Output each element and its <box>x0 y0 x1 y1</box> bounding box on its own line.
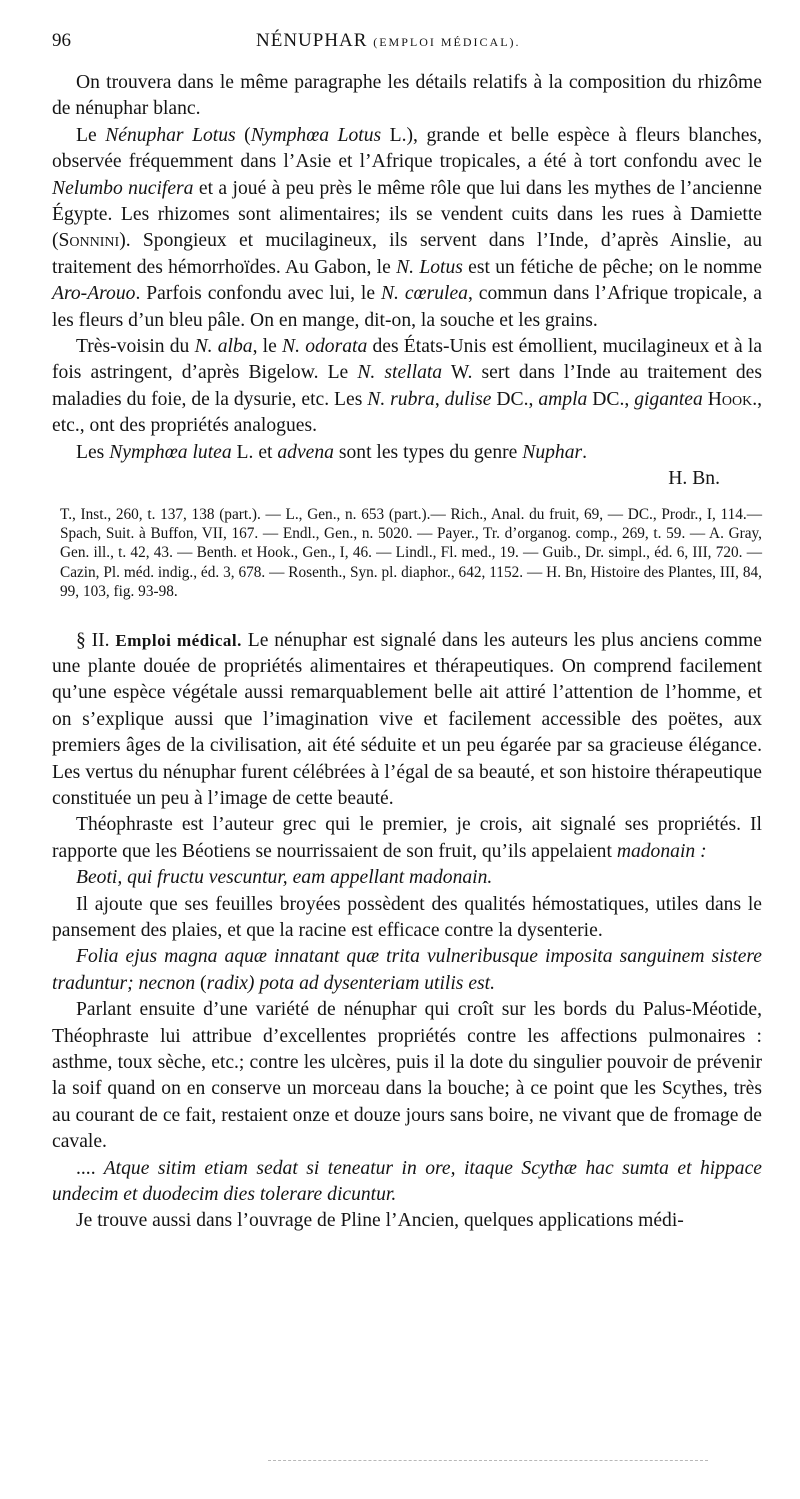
references-text: T., Inst., 260, t. 137, 138 (part.). — L., Gen., n. 653 (part.).— Rich., Anal. du fruit, 69, — DC., Prodr., I, 114.— Spach, Suit. à Buffon, VII, 167. — Endl., Gen., n. 5020. — Payer., Tr. d’organog. comp., 269, t. 59. — A. Gray, Gen. ill., t. 42, 43. — Benth. et Hook., Gen., I, 46. — Lindl., Fl. med., 19. — Guib., Dr. simpl., éd. 6, III, 720. — Cazin, Pl. méd. indig., éd. 3, 678. — Rosenth., Syn. pl. diaphor., 642, 1152. — H. Bn, Histoire des Plantes, III, 84, 99, 103, fig. 93-98. <box>60 505 762 601</box>
section-medical-use <box>52 628 762 1235</box>
section-marker: § II. <box>76 629 110 651</box>
references <box>60 505 762 602</box>
paragraph: Il ajoute que ses feuilles broyées possèdent des qualités hémostatiques, utiles dans le pansement des plaies, et que la racine est efficace contre la dysenterie. <box>52 893 762 941</box>
latin-quote: Folia ejus magna aquæ innatant quæ trita vulneribusque imposita sanguinem sistere traduntur; necnon (radix) pota ad dysenteriam utilis est. <box>52 946 762 994</box>
footer-rule <box>268 1460 708 1461</box>
paragraph-theophraste: Théophraste est l’auteur grec qui le premier, je crois, ait signalé ses propriétés. Il rapporte que les Béotiens se nourrissaient de son fruit, qu’ils appelaient madonain : <box>52 814 762 862</box>
latin-quote: Beoti, qui fructu vescuntur, eam appellant madonain. <box>76 867 493 889</box>
paragraph-palus: Parlant ensuite d’une variété de nénuphar qui croît sur les bords du Palus-Méotide, Théophraste lui attribue d’excellentes propriétés contre les affections pulmonaires : asthme, toux sèche, etc.; contre les ulcères, puis il la dote du singulier pouvoir de prévenir la soif quand on en conserve un morceau dans la bouche; à ce point que les Scythes, très au courant de ce fait, restaient onze et douze jours sans boire, ne vivant que de fromage de cavale. <box>52 999 762 1153</box>
paragraph-pline: Je trouve aussi dans l’ouvrage de Pline l’Ancien, quelques applications médi- <box>76 1210 684 1232</box>
running-title <box>256 30 521 52</box>
running-title-sub: (EMPLOI MÉDICAL). <box>373 35 521 49</box>
section-paragraph: § II. Emploi médical. Le nénuphar est signalé dans les auteurs les plus anciens comme une plante douée de propriétés alimentaires et thérapeutiques. On comprend facilement qu’une espèce végétale aussi remarquablement belle ait attiré l’attention de l’homme, et on s’explique aussi que l’imagination vive et facilement accessible des poëtes, aux premiers âges de la civilisation, ait été séduite et un peu égarée par sa gracieuse élégance. Les vertus du nénuphar furent célébrées à l’égal de sa beauté, et son histoire thérapeutique constituée un peu à l’image de cette beauté. <box>52 629 762 809</box>
paragraph-lotus: Le Nénuphar Lotus (Nymphœa Lotus L.), grande et belle espèce à fleurs blanches, observée fréquemment dans l’Asie et l’Afrique tropicales, a été à tort confondu avec le Nelumbo nucifera et a joué à peu près le même rôle que lui dans les mythes de l’ancienne Égypte. Les rhizomes sont alimentaires; ils se vendent cuits dans les rues à Damiette (Sonnini). Spongieux et mucilagineux, ils servent dans l’Inde, d’après Ainslie, au traitement des hémorrhoïdes. Au Gabon, le N. Lotus est un fétiche de pêche; on le nomme Aro-Arouo. Parfois confondu avec lui, le N. cœrulea, commun dans l’Afrique tropicale, a les fleurs d’un bleu pâle. On en mange, dit-on, la souche et les grains. <box>52 124 762 331</box>
main-text <box>52 70 762 493</box>
latin-quote: .... Atque sitim etiam sedat si teneatur in ore, itaque Scythæ hac sumta et hippace undecim et duodecim dies tolerare dicuntur. <box>52 1157 762 1206</box>
running-title-main: NÉNUPHAR <box>256 30 368 51</box>
paragraph: On trouvera dans le même paragraphe les détails relatifs à la composition du rhizôme de nénuphar blanc. <box>52 72 762 120</box>
author-signature: H. Bn. <box>668 468 720 490</box>
paragraph-odorata: Très-voisin du N. alba, le N. odorata des États-Unis est émollient, mucilagineux et à la fois astringent, d’après Bigelow. Le N. stellata W. sert dans l’Inde au traitement des maladies du foie, de la dysurie, etc. Les N. rubra, dulise DC., ampla DC., gigantea Hook., etc., ont des propriétés analogues. <box>52 336 763 437</box>
page-number: 96 <box>52 30 71 51</box>
page-header <box>52 30 762 70</box>
section-heading: Emploi médical. <box>115 630 242 650</box>
paragraph-nuphar: Les Nymphœa lutea L. et advena sont les types du genre Nuphar. <box>76 441 588 463</box>
